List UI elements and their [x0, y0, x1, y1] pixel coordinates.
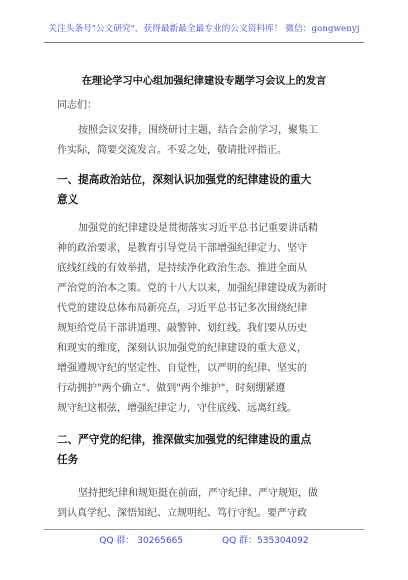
paragraph-line: 行动拥护"两个确立"、做到"两个维护"，时刻绷紧遵: [57, 383, 286, 394]
footer-divider: [44, 529, 364, 530]
intro-line: 按照会议安排，围绕研讨主题，结合会前学习，聚集工: [78, 125, 318, 136]
paragraph-line: 和现实的维度，深刻认识加强党的纪律建设的重大意义，: [57, 343, 307, 354]
header-divider: [44, 42, 364, 43]
section-heading: 一、提高政治站位，深刻认识加强党的纪律建设的重大: [57, 174, 312, 186]
paragraph-line: 规守纪这根弦，增强纪律定力，守住底线、远离红线。: [57, 403, 297, 414]
footer-qq-group-2: QQ 群：535304092: [222, 536, 309, 546]
paragraph-line: 规矩给党员干部讲道理、敲警钟、划红线。我们要从历史: [57, 323, 307, 334]
intro-line: 作实际，简要交流发言。不妥之处，敬请批评指正。: [57, 145, 287, 156]
document-title: 在理论学习中心组加强纪律建设专题学习会议上的发言: [81, 76, 327, 87]
section-heading: 二、严守党的纪律，推深做实加强党的纪律建设的重点: [57, 434, 312, 446]
paragraph-line: 增强遵规守纪的坚定性、自觉性，以严明的纪律、坚实的: [57, 363, 307, 374]
paragraph-line: 代党的建设总体布局新亮点，习近平总书记多次围绕纪律: [57, 303, 307, 314]
header-banner: 关注头条号"公文研究"，获得最新最全最专业的公文资料库！ 微信：gongwenyj: [48, 24, 360, 34]
footer: [0, 533, 408, 546]
paragraph-line: 到认真学纪、深悟知纪、立规明纪、笃行守纪。要严守政: [57, 508, 307, 519]
paragraph-line: 加强党的纪律建设是贯彻落实习近平总书记重要讲话精: [78, 223, 318, 234]
paragraph-line: 严治党的治本之策。党的十八大以来，加强纪律建设成为新时: [57, 283, 327, 294]
paragraph-line: 坚持把纪律和规矩挺在前面，严守纪律、严守规矩，做: [78, 488, 318, 499]
footer-qq-group-1: QQ 群： 30265665: [99, 536, 184, 546]
paragraph-line: 神的政治要求，是教育引导党员干部增强纪律定力、坚守: [57, 243, 307, 254]
section-heading: 意义: [57, 194, 79, 206]
paragraph-line: 底线红线的有效举措，是持续净化政治生态、推进全面从: [57, 263, 307, 274]
section-heading: 任务: [57, 454, 79, 466]
salutation: 同志们：: [57, 100, 97, 111]
